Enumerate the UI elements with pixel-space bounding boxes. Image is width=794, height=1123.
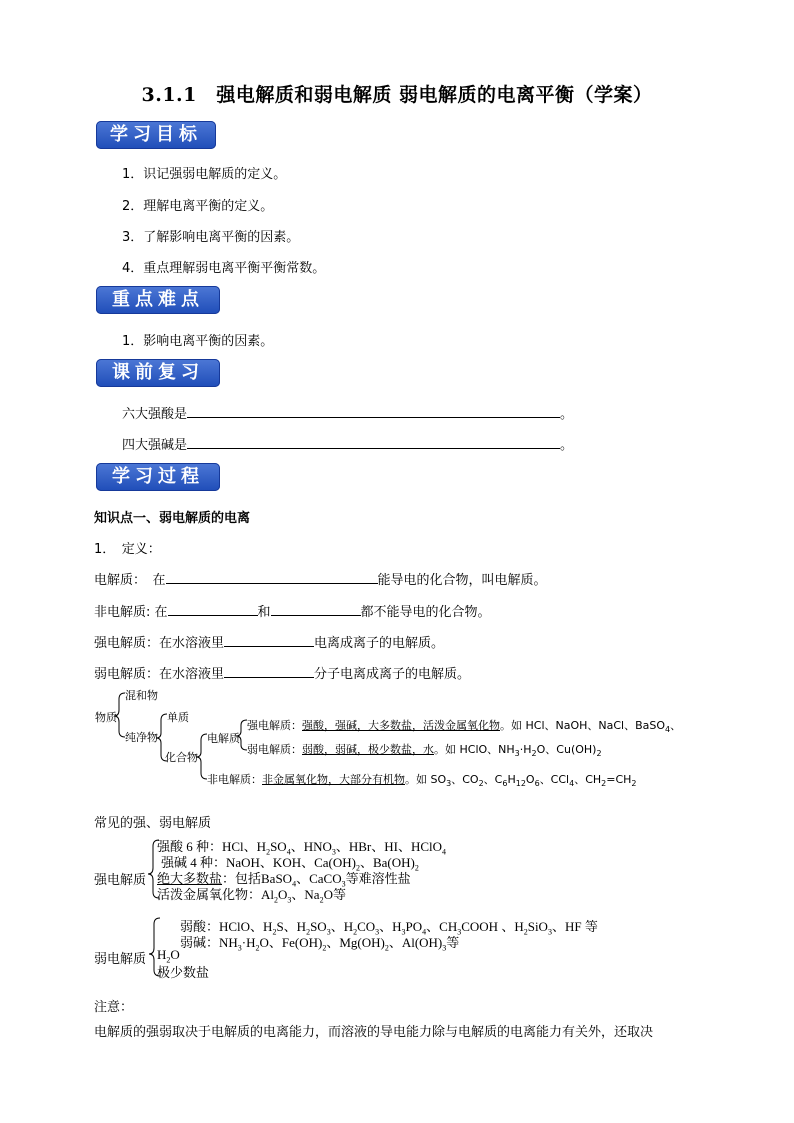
s4-sub2b: 2 [319, 895, 324, 905]
s2-sub2: 2 [355, 863, 360, 873]
w1g: PO [405, 919, 423, 934]
metal-oxides [157, 884, 346, 905]
w2-s2: 2 [255, 943, 260, 953]
tree-weak-tail-end2: O、Cu(OH) [536, 743, 597, 756]
tree-weak-sub2a: 2 [531, 749, 537, 759]
tree-non-sub-d: 12 [515, 779, 526, 789]
tree-non-sub-c: 6 [502, 779, 508, 789]
tree-non-tail4: H [507, 773, 516, 786]
s1-sub4b: 4 [442, 847, 447, 857]
w1b: S、H [276, 919, 307, 934]
tree-non-sub-h: 2 [631, 779, 637, 789]
w2e: 、Al(OH) [388, 935, 443, 950]
w1-s6: 3 [401, 927, 406, 937]
w1-s3: 3 [326, 927, 331, 937]
s3: 绝大多数盐 [157, 871, 223, 886]
note-label: 注意： [94, 1000, 134, 1015]
s1b: SO [270, 839, 287, 854]
nonelectrolyte-def-b: 都不能导电的化合物。 [360, 605, 491, 620]
tree-non-ul: 非金属氧化物，大部分有机物 [262, 773, 405, 786]
s1: 强酸 6 种：HCl、H [157, 839, 267, 854]
objective-item: 2．理解电离平衡的定义。 [122, 199, 274, 214]
s3c: 、CaCO [296, 871, 342, 886]
w2-s5: 3 [442, 943, 447, 953]
w1-s5: 3 [375, 927, 380, 937]
w1-s1: 2 [272, 927, 277, 937]
tree-strong-ul: 强酸，强碱，大多数盐，活泼金属氧化物 [302, 719, 500, 732]
w2-s3: 2 [322, 943, 327, 953]
review-bases-prefix: 四大强碱是 [122, 438, 188, 453]
s3b: ：包括BaSO [222, 871, 293, 886]
objective-item: 3．了解影响电离平衡的因素。 [122, 230, 300, 245]
objective-item: 4．重点理解弱电离平衡平衡常数。 [122, 261, 326, 276]
review-bases-end: 。 [560, 438, 574, 453]
w1j: SiO [527, 919, 548, 934]
w1-s10: 3 [547, 927, 552, 937]
tree-element: 单质 [167, 711, 189, 724]
w2c: O、Fe(OH) [259, 935, 323, 950]
electrolyte-def-a: 电解质： 在 [94, 573, 166, 588]
common-strong-label: 强电解质 [94, 873, 147, 888]
weak-bases [180, 932, 459, 953]
tree-non-tail7: 、CH [574, 773, 602, 786]
s1c: 、HNO [290, 839, 332, 854]
review-acids-prefix: 六大强酸是 [122, 407, 188, 422]
tree-strong-sub: 4 [665, 725, 671, 735]
tree-strong-label: 强电解质： [247, 719, 302, 732]
strong-def-a: 强电解质：在水溶液里 [94, 636, 225, 651]
w1-s4: 2 [353, 927, 358, 937]
s1d: 、HBr、HI、HClO [335, 839, 443, 854]
tree-weak-sub2b: 2 [596, 749, 602, 759]
tree-weak-label: 弱电解质： [247, 743, 302, 756]
tree-compound: 化合物 [165, 751, 198, 764]
tree-strong-end: 、 [670, 719, 682, 732]
w1k: 、HF 等 [551, 919, 598, 934]
s4c: 、Na [291, 887, 320, 902]
w3-sub: 2 [166, 955, 171, 965]
w1d: 、H [330, 919, 354, 934]
weak-def-a: 弱电解质：在水溶液里 [94, 667, 225, 682]
s2b: 、Ba(OH) [359, 855, 415, 870]
tree-non-tail2: 、CO [451, 773, 479, 786]
w1: 弱酸：HClO、H [180, 919, 273, 934]
kp1-heading: 知识点一、弱电解质的电离 [94, 511, 251, 526]
tree-matter: 物质 [95, 711, 117, 724]
tree-non-tail8: =CH [606, 773, 632, 786]
tree-non-tail6: 、CCl [539, 773, 570, 786]
tree-non-label: 非电解质： [207, 773, 262, 786]
few-salts: 极少数盐 [157, 965, 210, 980]
section-badge-process: 学习过程 [96, 463, 220, 491]
w2-s1: 3 [237, 943, 242, 953]
section-badge-objectives: 学习目标 [96, 121, 216, 149]
electrolyte-def-b: 能导电的化合物，叫电解质。 [377, 573, 547, 588]
tree-weak-ul: 弱酸，弱碱，极少数盐，水 [302, 743, 434, 756]
tree-strong-tail: 。如 HCl、NaOH、NaCl、BaSO [500, 719, 666, 732]
w2b: ·H [241, 935, 256, 950]
w2: 弱碱：NH [180, 935, 238, 950]
definition-label: 1． 定义： [94, 542, 161, 557]
common-weak-label: 弱电解质 [94, 952, 147, 967]
w1-s2: 2 [306, 927, 311, 937]
objective-item: 1．识记强弱电解质的定义。 [122, 167, 287, 182]
w1e: CO [357, 919, 376, 934]
review-acids-end: 。 [560, 407, 574, 422]
page-title: 3.1.1 强电解质和弱电解质 弱电解质的电离平衡（学案） [141, 84, 653, 106]
s4b: O [278, 887, 288, 902]
tree-mixture: 混和物 [125, 689, 158, 702]
tree-non-sub-a: 3 [446, 779, 452, 789]
tree-weak-sub3: 3 [514, 749, 520, 759]
s3d: 等难溶性盐 [345, 871, 411, 886]
s3-sub4: 4 [292, 879, 297, 889]
w2f: 等 [446, 935, 460, 950]
s4-sub3: 3 [287, 895, 292, 905]
tree-non-tail3: 、C [483, 773, 503, 786]
w2d: 、Mg(OH) [326, 935, 385, 950]
nonelectrolyte-def-mid: 和 [257, 605, 271, 620]
tree-weak-tail-end: ·H [519, 743, 532, 756]
w1-s7: 4 [422, 927, 427, 937]
w1i: COOH 、H [461, 919, 524, 934]
tree-non-sub-e: 6 [534, 779, 540, 789]
tree-non-sub-g: 2 [601, 779, 607, 789]
tree-non-tail5: O [525, 773, 535, 786]
tree-non-sub-f: 4 [569, 779, 575, 789]
tree-weak-tail: 。如 HClO、NH [434, 743, 515, 756]
tree-electrolyte: 电解质 [207, 732, 240, 745]
w1c: SO [310, 919, 327, 934]
w1h: 、CH [426, 919, 458, 934]
s3-sub3: 3 [341, 879, 346, 889]
w1-s9: 2 [523, 927, 528, 937]
note-text: 电解质的强弱取决于电解质的电离能力，而溶液的导电能力除与电解质的电离能力有关外，还取决 [94, 1025, 654, 1040]
w2-s4: 2 [384, 943, 389, 953]
nonelectrolyte-def-a: 非电解质: 在 [94, 605, 168, 620]
strong-def-b: 电离成离子的电解质。 [314, 636, 445, 651]
tree-non-sub-b: 2 [478, 779, 484, 789]
s2: 强碱 4 种：NaOH、KOH、Ca(OH) [161, 855, 356, 870]
section-badge-review: 课前复习 [96, 359, 220, 387]
key-point-item: 1．影响电离平衡的因素。 [122, 334, 274, 349]
s1-sub3: 3 [331, 847, 336, 857]
s2-sub2b: 2 [414, 863, 419, 873]
s1-sub2: 2 [266, 847, 271, 857]
w1f: 、H [379, 919, 402, 934]
s4: 活泼金属氧化物：Al [157, 887, 275, 902]
section-badge-key-points: 重点难点 [96, 286, 220, 314]
s4d: O等 [323, 887, 346, 902]
w1-s8: 3 [457, 927, 462, 937]
tree-non-tail: 。如 SO [405, 773, 447, 786]
common-heading: 常见的强、弱电解质 [94, 816, 212, 831]
w3b: O [170, 947, 180, 962]
s1-sub4: 4 [286, 847, 291, 857]
w3: H [157, 947, 167, 962]
tree-pure: 纯净物 [125, 731, 158, 744]
weak-def-b: 分子电离成离子的电解质。 [314, 667, 471, 682]
s4-sub2: 2 [274, 895, 279, 905]
